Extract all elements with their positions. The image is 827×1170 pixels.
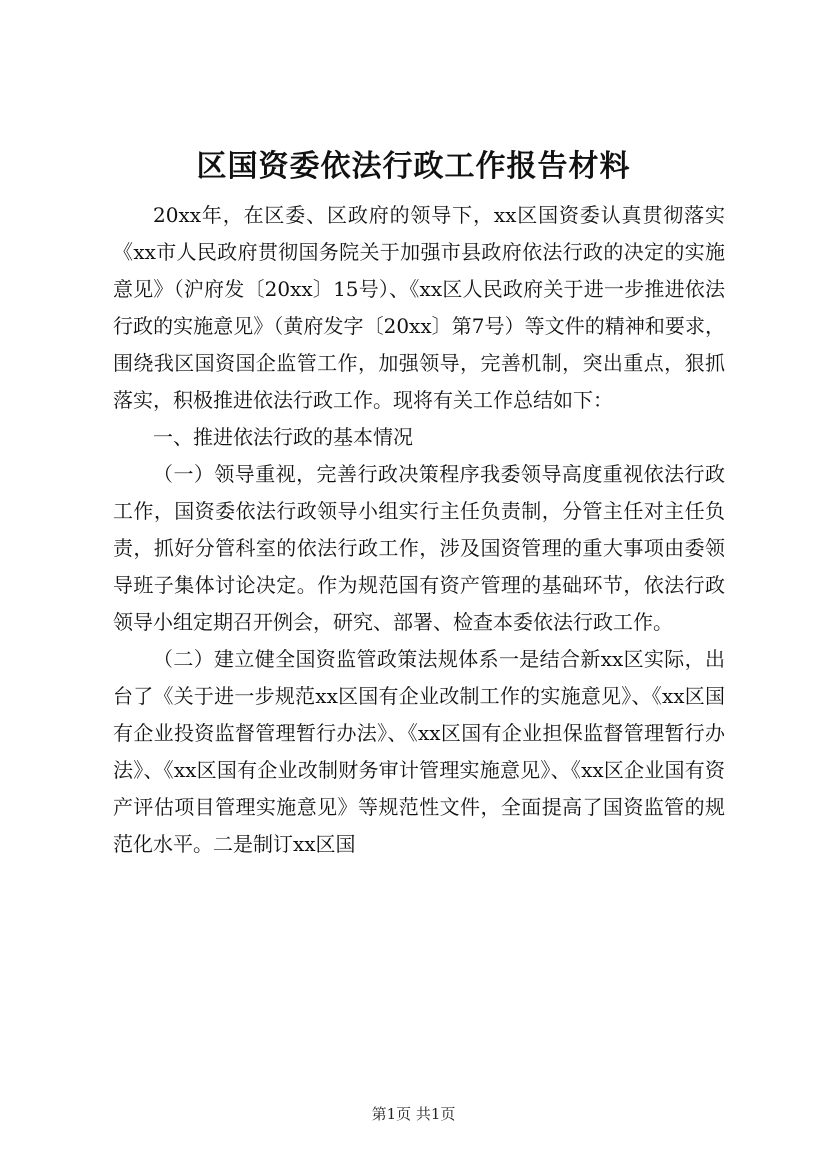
- paragraph-regulations: （二）建立健全国资监管政策法规体系一是结合新xx区实际，出台了《关于进一步规范xx区国有企业改制工作的实施意见》、《xx区国有企业投资监督管理暂行办法》、《xx区国有企业担保监督管理暂行办法》、《xx区国有企业改制财务审计管理实施意见》、《xx区企业国有资产评估项目管理实施意见》等规范性文件，全面提高了国资监管的规范化水平。二是制订xx区国: [113, 647, 725, 856]
- document-title: 区国资委依法行政工作报告材料: [196, 149, 631, 184]
- section-heading-1: 一、推进依法行政的基本情况: [153, 425, 413, 449]
- page-footer: 第1页 共1页: [371, 1105, 456, 1123]
- document-body: [113, 197, 725, 863]
- paragraph-leadership: （一）领导重视，完善行政决策程序我委领导高度重视依法行政工作，国资委依法行政领导小组实行主任负责制，分管主任对主任负责，抓好分管科室的依法行政工作，涉及国资管理的重大事项由委领导班子集体讨论决定。作为规范国有资产管理的基础环节，依法行政领导小组定期召开例会，研究、部署、检查本委依法行政工作。: [113, 462, 725, 634]
- paragraph-intro: 20xx年，在区委、区政府的领导下，xx区国资委认真贯彻落实《xx市人民政府贯彻国务院关于加强市县政府依法行政的决定的实施意见》（沪府发〔20xx〕15号）、《xx区人民政府关于进一步推进依法行政的实施意见》（黄府发字〔20xx〕第7号）等文件的精神和要求，围绕我区国资国企监管工作，加强领导，完善机制，突出重点，狠抓落实，积极推进依法行政工作。现将有关工作总结如下：: [113, 203, 725, 412]
